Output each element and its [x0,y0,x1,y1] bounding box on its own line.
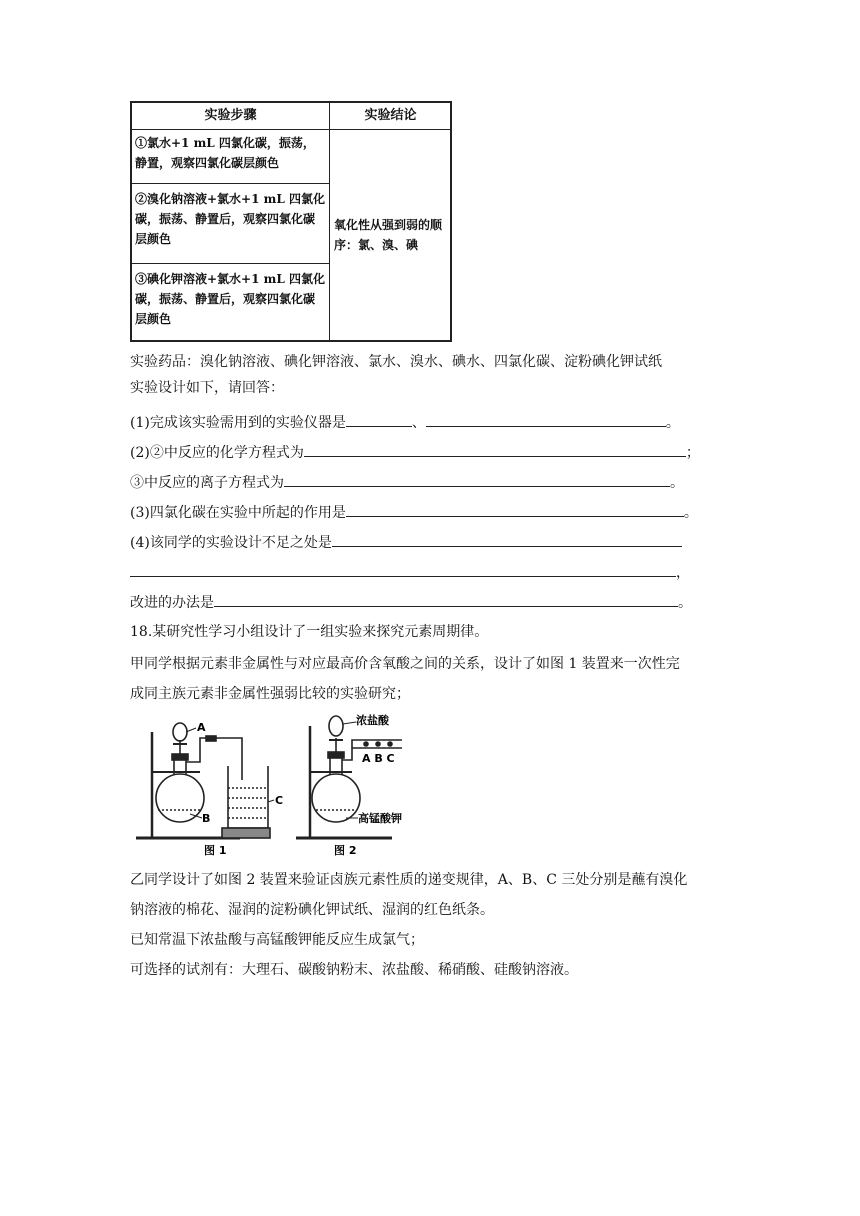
question-4b [130,592,692,613]
answer-blank [130,562,676,577]
q1-text: (1)完成该实验需用到的实验仪器是 [130,415,346,431]
answer-blank [214,592,678,607]
q1-end: 。 [665,415,680,431]
fig2-label-abc: A B C [362,752,395,765]
fig2-caption: 图 2 [334,844,357,857]
answer-blank [304,442,686,457]
q2b-end: 。 [670,475,684,491]
answer-blank [346,412,412,427]
question-3 [130,502,698,523]
fig2-label-kmno4: 高锰酸钾 [358,812,402,825]
question-18-title: 18.某研究性学习小组设计了一组实验来探究元素周期律。 [130,624,489,640]
q2b-text: ③中反应的离子方程式为 [130,475,284,491]
question-4-line2 [130,562,690,583]
paragraph-yi-2: 钠溶液的棉花、湿润的淀粉碘化钾试纸、湿润的红色纸条。 [130,902,494,918]
table-column-divider [329,103,330,340]
answer-blank [346,502,684,517]
table-row-divider [132,183,329,184]
fig2-label-acid: 浓盐酸 [356,714,389,727]
q1-sep: 、 [411,415,426,431]
question-4 [130,532,682,553]
q4-text: (4)该同学的实验设计不足之处是 [130,535,332,551]
answer-blank [332,532,682,547]
question-2 [130,442,700,463]
design-line: 实验设计如下，请回答： [130,380,284,396]
paragraph-known: 已知常温下浓盐酸与高锰酸钾能反应生成氯气； [130,932,424,948]
q4-line2-end: ， [676,565,690,581]
answer-blank [426,412,666,427]
table-step-2: ②溴化钠溶液+氯水+1 mL 四氯化碳，振荡、静置后，观察四氯化碳层颜色 [135,192,325,246]
fig1-label-b: B [202,812,211,825]
question-2b [130,472,684,493]
q2-text: (2)②中反应的化学方程式为 [130,445,304,461]
table-conclusion: 氧化性从强到弱的顺序：氯、溴、碘 [334,218,443,252]
table-step-1: ①氯水+1 mL 四氯化碳，振荡，静置，观察四氯化碳层颜色 [135,136,315,170]
apparatus-figures [130,710,430,860]
paragraph-reagents: 可选择的试剂有：大理石、碳酸钠粉末、浓盐酸、稀硝酸、硅酸钠溶液。 [130,962,578,978]
table-header-conclusion: 实验结论 [364,108,417,123]
paragraph-yi-1: 乙同学设计了如图 2 装置来验证卤族元素性质的递变规律，A、B、C 三处分别是蘸有溴化 [130,872,688,888]
fig1-label-a: A [197,721,206,734]
paragraph-jia-2: 成同主族元素非金属性强弱比较的实验研究； [130,686,410,702]
fig1-caption: 图 1 [204,844,227,857]
table-header-steps: 实验步骤 [204,108,257,123]
q4b-end: 。 [678,595,692,611]
q3-end: 。 [683,505,698,521]
table-step-3: ③碘化钾溶液+氯水+1 mL 四氯化碳，振荡、静置后，观察四氯化碳层颜色 [135,272,325,326]
table-row-divider [132,263,329,264]
paragraph-jia-1: 甲同学根据元素非金属性与对应最高价含氧酸之间的关系，设计了如图 1 装置来一次性完 [130,656,680,672]
experiment-table [130,101,452,342]
q4b-text: 改进的办法是 [130,595,214,611]
reagents-line: 实验药品：溴化钠溶液、碘化钾溶液、氯水、溴水、碘水、四氯化碳、淀粉碘化钾试纸 [130,354,662,370]
question-1 [130,412,680,433]
q3-text: (3)四氯化碳在实验中所起的作用是 [130,505,346,521]
answer-blank [284,472,670,487]
q2-end: ； [685,445,700,461]
fig1-label-c: C [275,794,284,807]
